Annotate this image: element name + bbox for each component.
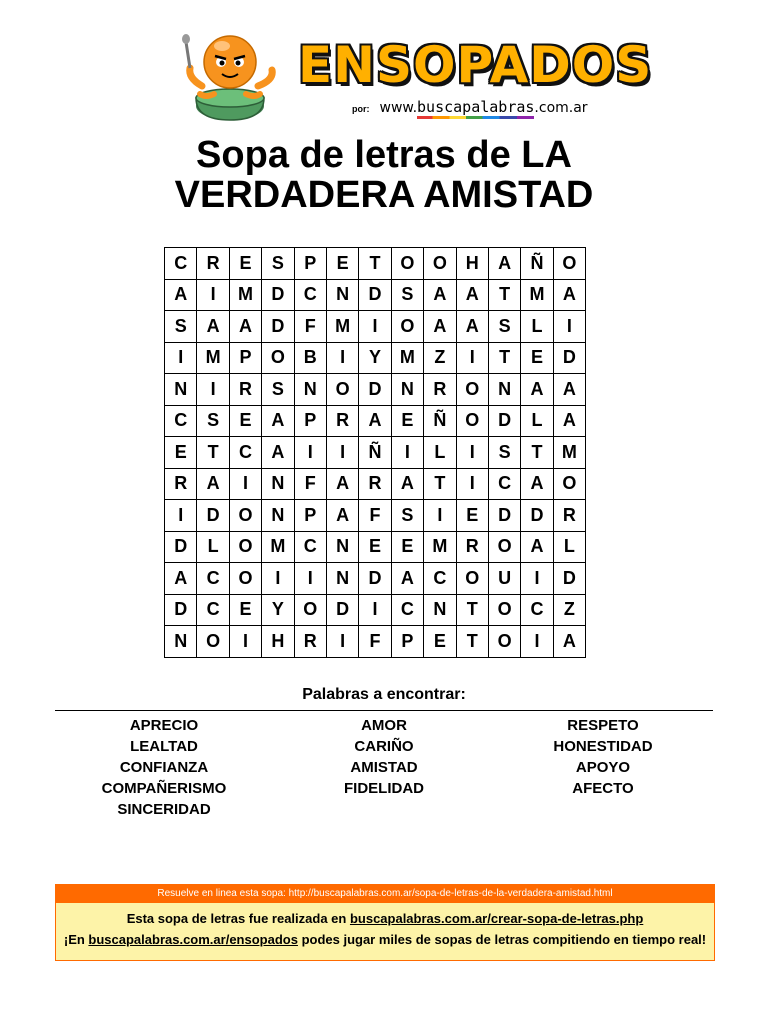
footer-line-1	[56, 911, 714, 926]
ensopados-link[interactable]: buscapalabras.com.ar/ensopados	[88, 932, 298, 947]
grid-cell[interactable]: H	[262, 626, 294, 658]
grid-cell[interactable]: Ñ	[359, 437, 391, 469]
byline-prefix: por:	[352, 104, 370, 114]
grid-cell[interactable]: L	[521, 405, 553, 437]
grid-cell[interactable]: I	[262, 563, 294, 595]
grid-cell[interactable]: I	[456, 468, 488, 500]
grid-cell[interactable]: D	[359, 563, 391, 595]
grid-cell[interactable]: O	[197, 626, 229, 658]
word-item: COMPAÑERISMO	[101, 780, 227, 797]
grid-cell[interactable]: O	[553, 248, 585, 280]
grid-row	[165, 626, 586, 658]
word-item: RESPETO	[567, 717, 639, 734]
grid-cell[interactable]: T	[359, 248, 391, 280]
word-item: AFECTO	[572, 780, 634, 797]
grid-row	[165, 248, 586, 280]
grid-cell[interactable]: A	[326, 500, 358, 532]
grid-cell[interactable]: C	[521, 594, 553, 626]
grid-cell[interactable]: E	[229, 594, 261, 626]
grid-cell[interactable]: C	[197, 563, 229, 595]
word-item: CONFIANZA	[119, 759, 209, 776]
grid-cell[interactable]: O	[229, 531, 261, 563]
grid-cell[interactable]: A	[553, 374, 585, 406]
grid-row	[165, 342, 586, 374]
byline-www: www.	[379, 100, 418, 116]
word-item: APOYO	[575, 759, 631, 776]
online-link-bar[interactable]: Resuelve en linea esta sopa: http://buscapalabras.com.ar/sopa-de-letras-de-la-verdadera-amistad.html	[56, 885, 714, 903]
grid-cell[interactable]: M	[424, 531, 456, 563]
grid-cell[interactable]: N	[262, 468, 294, 500]
grid-cell[interactable]: C	[165, 248, 197, 280]
grid-cell[interactable]: A	[165, 279, 197, 311]
grid-cell[interactable]: A	[553, 279, 585, 311]
grid-cell[interactable]: P	[229, 342, 261, 374]
grid-cell[interactable]: E	[326, 248, 358, 280]
grid-cell[interactable]: I	[424, 500, 456, 532]
grid-cell[interactable]: L	[521, 311, 553, 343]
grid-cell[interactable]: N	[424, 594, 456, 626]
grid-cell[interactable]: R	[197, 248, 229, 280]
word-item: CARIÑO	[354, 738, 414, 755]
grid-cell[interactable]: E	[391, 531, 423, 563]
grid-cell[interactable]: A	[262, 405, 294, 437]
grid-cell[interactable]: O	[456, 374, 488, 406]
grid-cell[interactable]: T	[456, 626, 488, 658]
words-heading: Palabras a encontrar:	[302, 686, 466, 703]
grid-cell[interactable]: D	[262, 311, 294, 343]
grid-cell[interactable]: E	[456, 500, 488, 532]
grid-cell[interactable]: I	[165, 342, 197, 374]
grid-cell[interactable]: O	[229, 500, 261, 532]
grid-cell[interactable]: A	[521, 468, 553, 500]
footer-line-1-prefix: Esta sopa de letras fue realizada en	[126, 911, 350, 926]
grid-cell[interactable]: R	[424, 374, 456, 406]
grid-cell[interactable]: C	[488, 468, 520, 500]
grid-cell[interactable]: I	[391, 437, 423, 469]
grid-cell[interactable]: M	[197, 342, 229, 374]
grid-cell[interactable]: E	[424, 626, 456, 658]
grid-cell[interactable]: C	[424, 563, 456, 595]
grid-cell[interactable]: C	[294, 531, 326, 563]
grid-cell[interactable]: O	[553, 468, 585, 500]
grid-cell[interactable]: D	[359, 279, 391, 311]
grid-cell[interactable]: S	[488, 437, 520, 469]
grid-cell[interactable]: L	[424, 437, 456, 469]
grid-cell[interactable]: T	[456, 594, 488, 626]
grid-cell[interactable]: A	[229, 311, 261, 343]
grid-cell[interactable]: O	[456, 563, 488, 595]
grid-cell[interactable]: A	[165, 563, 197, 595]
grid-row	[165, 437, 586, 469]
grid-row	[165, 279, 586, 311]
grid-cell[interactable]: I	[165, 500, 197, 532]
grid-cell[interactable]: A	[424, 311, 456, 343]
grid-cell[interactable]: D	[359, 374, 391, 406]
grid-cell[interactable]: R	[359, 468, 391, 500]
grid-cell[interactable]: N	[262, 500, 294, 532]
grid-cell[interactable]: N	[165, 626, 197, 658]
grid-cell[interactable]: E	[165, 437, 197, 469]
grid-cell[interactable]: C	[294, 279, 326, 311]
word-item: AMISTAD	[350, 759, 418, 776]
grid-row	[165, 405, 586, 437]
grid-cell[interactable]: F	[294, 311, 326, 343]
grid-cell[interactable]: E	[521, 342, 553, 374]
grid-cell[interactable]: I	[326, 342, 358, 374]
footer-line-2-prefix: ¡En	[63, 932, 89, 947]
grid-cell[interactable]: Y	[262, 594, 294, 626]
grid-cell[interactable]: U	[488, 563, 520, 595]
grid-cell[interactable]: I	[197, 279, 229, 311]
grid-cell[interactable]: D	[488, 500, 520, 532]
grid-cell[interactable]: M	[391, 342, 423, 374]
grid-cell[interactable]: O	[294, 594, 326, 626]
grid-cell[interactable]: R	[229, 374, 261, 406]
grid-cell[interactable]: T	[488, 279, 520, 311]
grid-row	[165, 374, 586, 406]
grid-cell[interactable]: Z	[553, 594, 585, 626]
grid-row	[165, 468, 586, 500]
grid-cell[interactable]: Z	[424, 342, 456, 374]
grid-cell[interactable]: A	[553, 626, 585, 658]
grid-cell[interactable]: D	[553, 563, 585, 595]
grid-cell[interactable]: D	[326, 594, 358, 626]
grid-cell[interactable]: C	[197, 594, 229, 626]
grid-row	[165, 531, 586, 563]
grid-row	[165, 594, 586, 626]
grid-cell[interactable]: E	[391, 405, 423, 437]
octopus-mascot-icon	[180, 28, 280, 124]
grid-cell[interactable]: E	[359, 531, 391, 563]
grid-cell[interactable]: I	[229, 468, 261, 500]
grid-cell[interactable]: N	[488, 374, 520, 406]
grid-cell[interactable]: A	[197, 468, 229, 500]
grid-cell[interactable]: O	[326, 374, 358, 406]
grid-cell[interactable]: A	[521, 531, 553, 563]
grid-cell[interactable]: A	[424, 279, 456, 311]
grid-cell[interactable]: P	[294, 248, 326, 280]
grid-cell[interactable]: M	[553, 437, 585, 469]
grid-cell[interactable]: I	[326, 437, 358, 469]
word-item: AMOR	[361, 717, 407, 734]
grid-cell[interactable]: D	[165, 531, 197, 563]
grid-cell[interactable]: A	[359, 405, 391, 437]
grid-cell[interactable]: C	[391, 594, 423, 626]
grid-cell[interactable]: A	[391, 468, 423, 500]
grid-cell[interactable]: R	[165, 468, 197, 500]
grid-cell[interactable]: M	[229, 279, 261, 311]
brand-wordmark: ENSOPADOS	[298, 36, 653, 94]
grid-cell[interactable]: D	[553, 342, 585, 374]
grid-cell[interactable]: L	[553, 531, 585, 563]
grid-cell[interactable]: O	[391, 248, 423, 280]
grid-cell[interactable]: I	[456, 437, 488, 469]
footer-box	[55, 884, 715, 961]
grid-cell[interactable]: A	[521, 374, 553, 406]
grid-cell[interactable]: P	[391, 626, 423, 658]
word-item: SINCERIDAD	[117, 801, 211, 818]
grid-cell[interactable]: I	[521, 626, 553, 658]
grid-cell[interactable]: N	[165, 374, 197, 406]
grid-cell[interactable]: N	[326, 531, 358, 563]
word-item: LEALTAD	[130, 738, 198, 755]
grid-cell[interactable]: Y	[359, 342, 391, 374]
grid-cell[interactable]: D	[197, 500, 229, 532]
grid-cell[interactable]: S	[391, 500, 423, 532]
byline-tld: .com.ar	[534, 100, 588, 116]
grid-cell[interactable]: S	[391, 279, 423, 311]
grid-cell[interactable]: N	[391, 374, 423, 406]
grid-cell[interactable]: M	[521, 279, 553, 311]
footer-line-2-suffix: podes jugar miles de sopas de letras compitiendo en tiempo real!	[297, 932, 707, 947]
grid-cell[interactable]: I	[553, 311, 585, 343]
grid-cell[interactable]: O	[456, 405, 488, 437]
grid-cell[interactable]: I	[456, 342, 488, 374]
grid-cell[interactable]: A	[197, 311, 229, 343]
grid-cell[interactable]: D	[262, 279, 294, 311]
grid-cell[interactable]: R	[456, 531, 488, 563]
grid-cell[interactable]: I	[197, 374, 229, 406]
grid-cell[interactable]: A	[553, 405, 585, 437]
grid-cell[interactable]: A	[262, 437, 294, 469]
grid-cell[interactable]: S	[488, 311, 520, 343]
grid-cell[interactable]: E	[229, 248, 261, 280]
grid-cell[interactable]: I	[359, 311, 391, 343]
word-item: APRECIO	[129, 717, 199, 734]
create-soup-link[interactable]: buscapalabras.com.ar/crear-sopa-de-letras.php	[349, 911, 644, 926]
grid-cell[interactable]: A	[456, 311, 488, 343]
grid-cell[interactable]: D	[488, 405, 520, 437]
byline-site: buscapalabras	[417, 98, 535, 116]
grid-cell[interactable]: I	[521, 563, 553, 595]
grid-cell[interactable]: I	[294, 563, 326, 595]
divider	[55, 710, 713, 711]
grid-cell[interactable]: A	[391, 563, 423, 595]
grid-cell[interactable]: S	[262, 248, 294, 280]
grid-cell[interactable]: T	[424, 468, 456, 500]
grid-cell[interactable]: O	[488, 594, 520, 626]
grid-cell[interactable]: O	[391, 311, 423, 343]
grid-row	[165, 563, 586, 595]
grid-cell[interactable]: O	[262, 342, 294, 374]
grid-cell[interactable]: D	[521, 500, 553, 532]
grid-cell[interactable]: N	[294, 374, 326, 406]
grid-row	[165, 311, 586, 343]
grid-cell[interactable]: O	[229, 563, 261, 595]
byline	[352, 98, 588, 116]
logo	[180, 28, 653, 128]
grid-cell[interactable]: O	[488, 531, 520, 563]
grid-cell[interactable]: L	[197, 531, 229, 563]
grid-cell[interactable]: N	[326, 279, 358, 311]
grid-cell[interactable]: M	[326, 311, 358, 343]
grid-cell[interactable]: R	[294, 626, 326, 658]
grid-cell[interactable]: N	[326, 563, 358, 595]
grid-cell[interactable]: I	[326, 626, 358, 658]
grid-row	[165, 500, 586, 532]
title-line-2: VERDADERA AMISTAD	[174, 174, 594, 216]
grid-cell[interactable]: T	[521, 437, 553, 469]
footer-line-2	[56, 932, 714, 947]
grid-cell[interactable]: T	[197, 437, 229, 469]
page-title	[0, 135, 768, 215]
grid-cell[interactable]: S	[197, 405, 229, 437]
grid-cell[interactable]: C	[165, 405, 197, 437]
grid-cell[interactable]: I	[359, 594, 391, 626]
grid-cell[interactable]: B	[294, 342, 326, 374]
grid-cell[interactable]: Ñ	[424, 405, 456, 437]
grid-cell[interactable]: T	[488, 342, 520, 374]
grid-cell[interactable]: O	[488, 626, 520, 658]
grid-cell[interactable]: A	[456, 279, 488, 311]
grid-cell[interactable]: M	[262, 531, 294, 563]
grid-cell[interactable]: F	[294, 468, 326, 500]
grid-cell[interactable]: F	[359, 626, 391, 658]
grid-cell[interactable]: F	[359, 500, 391, 532]
word-search-grid	[164, 247, 586, 658]
grid-cell[interactable]: E	[229, 405, 261, 437]
grid-cell[interactable]: P	[294, 405, 326, 437]
grid-cell[interactable]: R	[326, 405, 358, 437]
grid-cell[interactable]: O	[424, 248, 456, 280]
grid-cell[interactable]: Ñ	[521, 248, 553, 280]
grid-cell[interactable]: S	[165, 311, 197, 343]
grid-cell[interactable]: I	[229, 626, 261, 658]
grid-cell[interactable]: H	[456, 248, 488, 280]
grid-cell[interactable]: D	[165, 594, 197, 626]
title-line-1: Sopa de letras de LA	[196, 134, 572, 176]
word-item: HONESTIDAD	[553, 738, 653, 755]
word-item: FIDELIDAD	[344, 780, 424, 797]
grid-cell[interactable]: R	[553, 500, 585, 532]
grid-cell[interactable]: I	[294, 437, 326, 469]
grid-cell[interactable]: A	[326, 468, 358, 500]
grid-cell[interactable]: P	[294, 500, 326, 532]
grid-cell[interactable]: S	[262, 374, 294, 406]
grid-cell[interactable]: A	[488, 248, 520, 280]
grid-cell[interactable]: C	[229, 437, 261, 469]
